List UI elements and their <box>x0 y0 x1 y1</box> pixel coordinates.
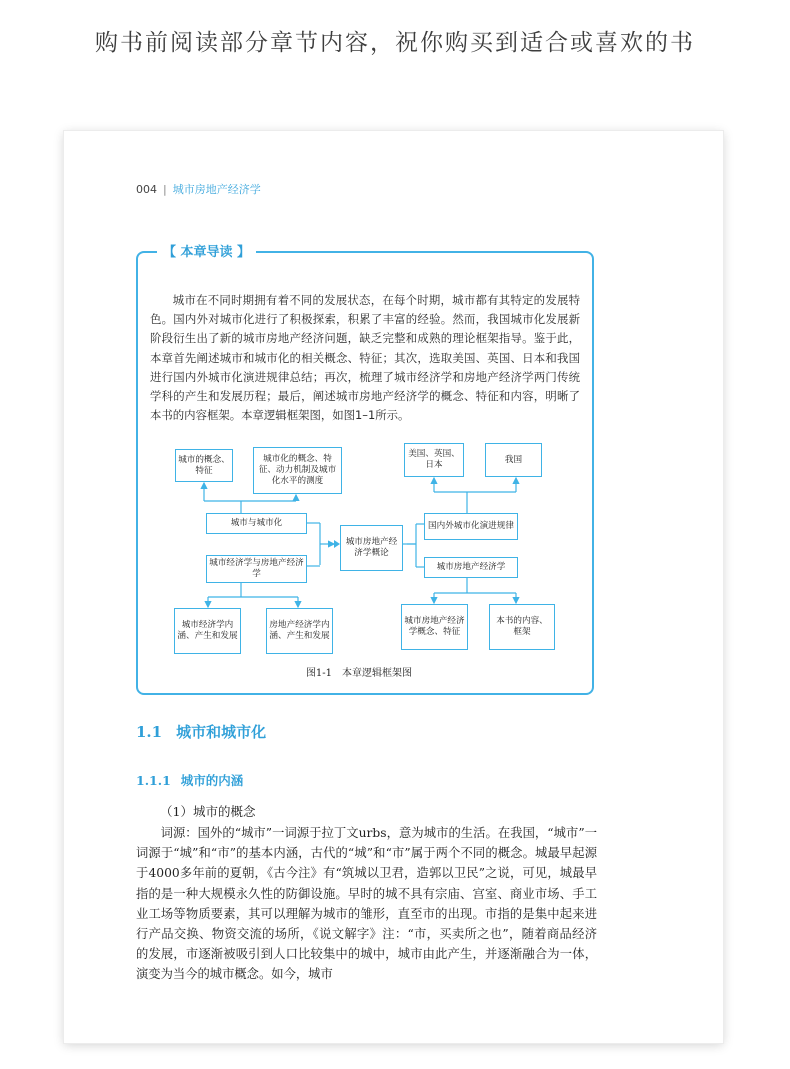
subsection-title: 城市的内涵 <box>180 773 244 788</box>
header-divider: | <box>163 183 167 196</box>
book-title: 城市房地产经济学 <box>172 183 261 196</box>
chapter-guide-title: 【 本章导读 】 <box>157 241 256 260</box>
page-header <box>136 181 261 197</box>
node-concept-features: 城市房地产经济学概念、特征 <box>401 604 468 650</box>
node-urban-econ-origin: 城市经济学内涵、产生和发展 <box>174 608 241 654</box>
book-page <box>64 131 723 1043</box>
node-china: 我国 <box>485 443 542 477</box>
node-urbanization-concept: 城市化的概念、特征、动力机制及城市化水平的测度 <box>253 447 342 494</box>
figure-caption: 图1-1 本章逻辑框架图 <box>305 668 413 679</box>
body-paragraph: 词源：国外的“城市”一词源于拉丁文urbs，意为城市的生活。在我国，“城市”一词源于“城”和“市”的基本内涵，古代的“城”和“市”属于两个不同的概念。城最早起源于4000多年前的夏朝，《古今注》有“筑城以卫君，造郭以卫民”之说，可见，城最早指的是一种大规模永久性的防御设施。早时的城不具有宗庙、宫室、商业市场、手工业工场等物质要素，其可以理解为城市的雏形，直至市的出现。市指的是集中起来进行产品交换、物资交流的场所，《说文解字》注：“市，买卖所之也”，随着商品经济的发展，市逐渐被吸引到人口比较集中的城中，城市由此产生，并逐渐融合为一体，演变为当今的城市概念。如今，城市 <box>136 826 597 982</box>
node-content-framework: 本书的内容、框架 <box>489 604 555 650</box>
section-number: 1.1 <box>136 723 163 741</box>
node-urban-and-re-economics: 城市经济学与房地产经济学 <box>206 555 307 583</box>
node-re-econ-origin: 房地产经济学内涵、产生和发展 <box>266 608 333 654</box>
node-city-concept: 城市的概念、特征 <box>175 449 233 482</box>
subsection-number: 1.1.1 <box>136 773 171 788</box>
body-text <box>136 823 597 985</box>
page-number: 004 <box>136 183 157 196</box>
node-center: 城市房地产经济学概论 <box>340 525 403 571</box>
node-city-and-urbanization: 城市与城市化 <box>206 513 307 534</box>
chapter-guide-paragraph: 城市在不同时期拥有着不同的发展状态，在每个时期，城市都有其特定的发展特色。国内外对城市化进行了积极探索，积累了丰富的经验。然而，我国城市化发展新阶段衍生出了新的城市房地产经济问题，缺乏完整和成熟的理论框架指导。鉴于此，本章首先阐述城市和城市化的相关概念、特征；其次，选取美国、英国、日本和我国进行国内外城市化演进规律总结；再次，梳理了城市经济学和房地产经济学两门传统学科的产生和发展历程；最后，阐述城市房地产经济学的概念、特征和内容，明晰了本书的内容框架。本章逻辑框架图，如图1–1所示。 <box>150 293 580 423</box>
section-heading <box>136 721 266 742</box>
section-title: 城市和城市化 <box>176 723 267 741</box>
chapter-guide-text <box>150 291 580 425</box>
node-us-uk-jp: 美国、英国、日本 <box>404 443 464 477</box>
top-banner: 购书前阅读部分章节内容，祝你购买到适合或喜欢的书 <box>95 30 695 56</box>
subsection-heading <box>136 771 243 789</box>
item-label: （1）城市的概念 <box>160 804 256 819</box>
node-urbanization-evolution: 国内外城市化演进规律 <box>424 513 518 540</box>
node-urban-re-econ: 城市房地产经济学 <box>424 557 518 578</box>
